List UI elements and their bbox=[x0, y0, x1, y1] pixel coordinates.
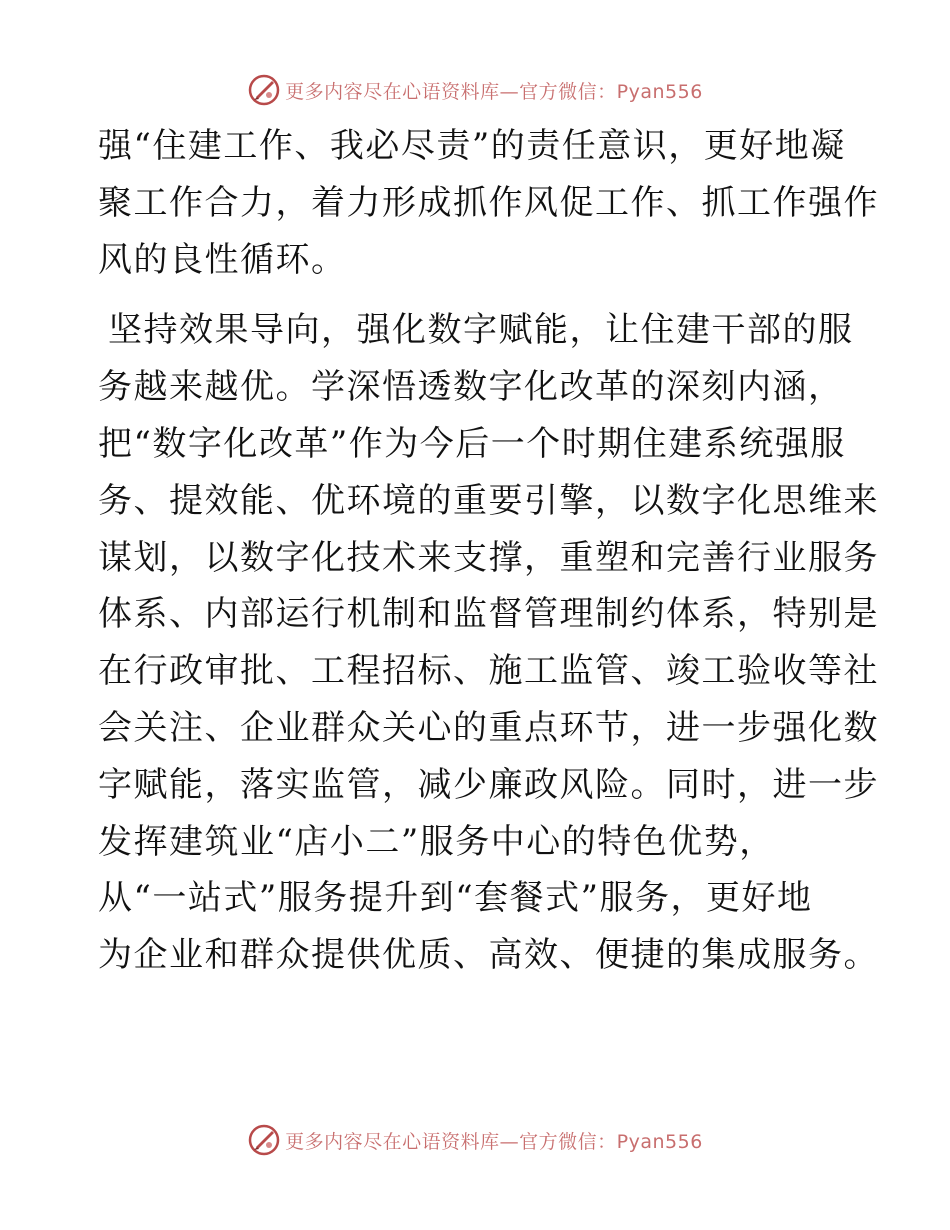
footer-banner-text bbox=[285, 1127, 703, 1154]
text-line: 会关注、企业群众关心的重点环节，进一步强化数 bbox=[98, 707, 879, 748]
text-line: 强“住建工作、我必尽责”的责任意识，更好地凝 bbox=[98, 126, 846, 166]
header-banner bbox=[0, 70, 950, 110]
footer-banner bbox=[0, 1120, 950, 1160]
document-body bbox=[98, 118, 879, 984]
header-handle: Pyan556 bbox=[616, 80, 703, 103]
footer-handle: Pyan556 bbox=[616, 1130, 703, 1153]
text-line: 体系、内部运行机制和监督管理制约体系，特别是 bbox=[98, 594, 879, 635]
text-line: 把“数字化改革”作为今后一个时期住建系统强服 bbox=[98, 423, 846, 464]
paragraph-gap bbox=[98, 288, 858, 302]
text-line: 为企业和群众提供优质、高效、便捷的集成服务。 bbox=[98, 935, 879, 976]
paragraph-2 bbox=[98, 302, 879, 984]
paragraph-1 bbox=[98, 118, 879, 288]
text-line: 坚持效果导向，强化数字赋能，让住建干部的服 bbox=[108, 310, 854, 351]
quill-logo-icon bbox=[247, 73, 281, 107]
footer-text: 更多内容尽在心语资料库—官方微信： bbox=[285, 1130, 617, 1153]
text-line: 从“一站式”服务提升到“套餐式”服务，更好地 bbox=[98, 878, 813, 919]
text-line: 在行政审批、工程招标、施工监管、竣工验收等社 bbox=[98, 651, 879, 692]
header-banner-text bbox=[285, 77, 703, 104]
text-line: 务、提效能、优环境的重要引擎，以数字化思维来 bbox=[98, 480, 879, 521]
text-line: 发挥建筑业“店小二”服务中心的特色优势， bbox=[98, 821, 775, 862]
quill-logo-icon bbox=[247, 1123, 281, 1157]
text-line: 字赋能，落实监管，减少廉政风险。同时，进一步 bbox=[98, 764, 879, 805]
text-line: 务越来越优。学深悟透数字化改革的深刻内涵， bbox=[98, 367, 844, 408]
text-line: 风的良性循环。 bbox=[98, 239, 347, 280]
header-text: 更多内容尽在心语资料库—官方微信： bbox=[285, 80, 617, 103]
text-line: 聚工作合力，着力形成抓作风促工作、抓工作强作 bbox=[98, 182, 879, 223]
text-line: 谋划，以数字化技术来支撑，重塑和完善行业服务 bbox=[98, 537, 879, 578]
